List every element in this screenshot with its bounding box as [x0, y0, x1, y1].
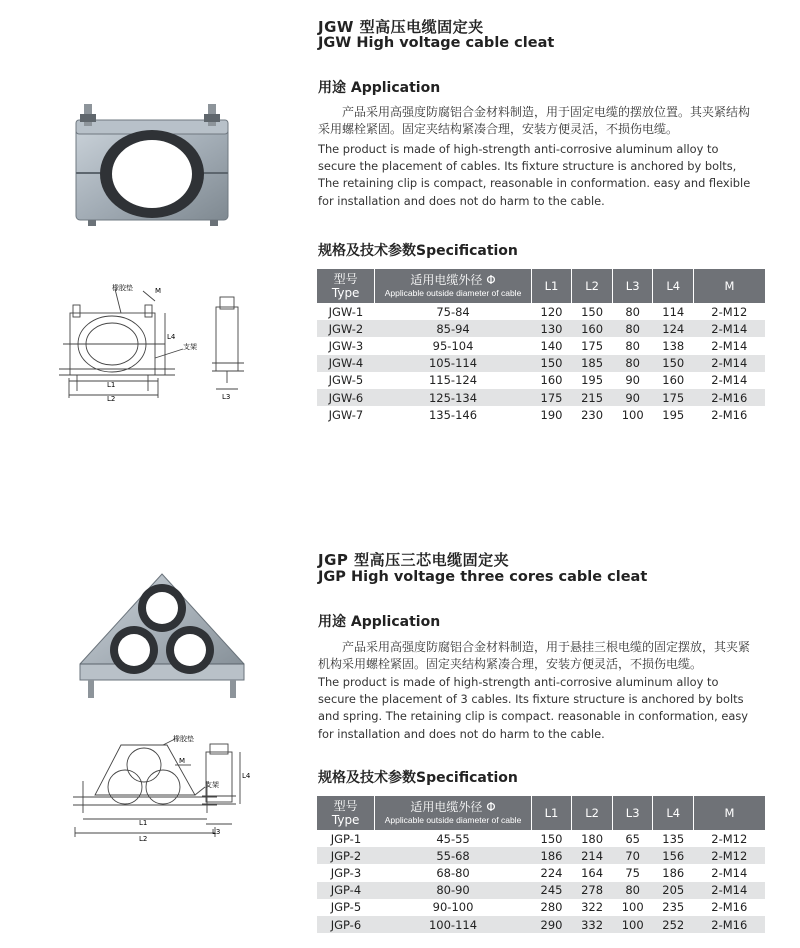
- col-l2: L2: [572, 269, 613, 303]
- col-type: 型号 Type: [317, 796, 375, 830]
- jgw-title-en: JGW High voltage cable cleat: [318, 35, 555, 51]
- jgp-title-cn: JGP 型高压三芯电缆固定夹: [318, 551, 510, 569]
- table-row: JGP-5 90-100 280 322 100 235 2-M16: [330, 900, 748, 915]
- col-m: M: [694, 269, 765, 303]
- table-row: JGW-5 115-124 160 195 90 160 2-M14: [328, 373, 748, 388]
- jgp-title-en: JGP High voltage three cores cable cleat: [318, 569, 648, 585]
- jgp-spec-heading: 规格及技术参数Specification: [318, 770, 518, 786]
- jgp-label-l4: L4: [242, 772, 251, 780]
- col-l2: L2: [572, 796, 613, 830]
- jgp-label-bracket: 支架: [205, 781, 219, 789]
- jgw-label-l1: L1: [107, 381, 116, 389]
- jgp-label-rubber: 橡胶垫: [173, 735, 194, 743]
- jgw-product-photo: [68, 98, 248, 233]
- table-row: JGP-3 68-80 224 164 75 186 2-M14: [330, 865, 748, 880]
- col-diameter: 适用电缆外径 Φ Applicable outside diameter of cable: [375, 269, 531, 303]
- jgw-spec-table: [317, 269, 765, 423]
- table-row: JGP-1 45-55 150 180 65 135 2-M12: [330, 831, 748, 846]
- jgp-product-photo: [70, 568, 255, 703]
- table-row: JGP-6 100-114 290 332 100 252 2-M16: [317, 916, 765, 933]
- jgp-spec-table: [317, 796, 765, 933]
- col-m: M: [694, 796, 765, 830]
- jgp-label-l2: L2: [139, 835, 148, 843]
- col-diameter: 适用电缆外径 Φ Applicable outside diameter of cable: [375, 796, 531, 830]
- jgw-label-rubber: 橡胶垫: [112, 284, 133, 292]
- col-l4: L4: [653, 796, 694, 830]
- table-row: JGP-2 55-68 186 214 70 156 2-M12: [317, 847, 765, 864]
- col-l1: L1: [531, 796, 572, 830]
- col-type: 型号 Type: [317, 269, 375, 303]
- table-row: JGW-4 105-114 150 185 80 150 2-M14: [317, 355, 765, 372]
- col-l3: L3: [612, 796, 653, 830]
- jgp-label-l1: L1: [139, 819, 148, 827]
- jgw-application-cn: 产品采用高强度防腐铝合金材料制造，用于固定电缆的摆放位置。其夹紧结构采用螺栓紧固。固定夹结构紧凑合理，安装方便灵活，不损伤电缆。: [318, 105, 751, 136]
- jgw-application-en: The product is made of high-strength anti-corrosive aluminum alloy to secure the placement of cables. Its fixture structure is anchored by bolts, The retaining clip is compact, reasonable in conformation. easy and flexible for installation and does not do harm to the cable.: [318, 142, 751, 208]
- table-row: JGW-2 85-94 130 160 80 124 2-M14: [317, 320, 765, 337]
- table-row: JGW-3 95-104 140 175 80 138 2-M14: [328, 338, 748, 353]
- jgp-label-l3: L3: [212, 828, 221, 836]
- jgw-spec-heading: 规格及技术参数Specification: [318, 243, 518, 259]
- col-l4: L4: [653, 269, 694, 303]
- jgw-label-l3: L3: [222, 393, 231, 401]
- jgw-application-heading: 用途 Application: [318, 80, 441, 96]
- table-row: JGP-4 80-90 245 278 80 205 2-M14: [317, 882, 765, 899]
- jgw-label-l2: L2: [107, 395, 116, 403]
- col-l1: L1: [531, 269, 572, 303]
- jgp-application-cn: 产品采用高强度防腐铝合金材料制造，用于悬挂三根电缆的固定摆放，其夹紧机构采用螺栓紧固。固定夹结构紧凑合理，安装方便灵活，不损伤电缆。: [318, 640, 751, 671]
- col-l3: L3: [612, 269, 653, 303]
- table-row: JGW-7 135-146 190 230 100 195 2-M16: [328, 407, 748, 422]
- jgp-side-drawing: [200, 738, 255, 838]
- jgw-label-l4: L4: [167, 333, 176, 341]
- jgw-label-m: M: [155, 287, 162, 295]
- jgw-title-cn: JGW 型高压电缆固定夹: [318, 18, 484, 36]
- table-row: JGW-6 125-134 175 215 90 175 2-M16: [317, 389, 765, 406]
- table-header-row: [317, 796, 765, 830]
- jgp-application-heading: 用途 Application: [318, 614, 441, 630]
- jgp-application-en: The product is made of high-strength anti-corrosive aluminum alloy to secure the placement of 3 cables. Its fixture structure is anchored by bolts and spring. The retaining clip is compact. reasonable in conformation, easy for installation and does not do harm to the cable.: [318, 675, 749, 741]
- table-header-row: [317, 269, 765, 303]
- jgw-label-bracket: 支架: [183, 343, 197, 351]
- jgp-label-m: M: [179, 757, 186, 765]
- table-row: JGW-1 75-84 120 150 80 114 2-M12: [328, 304, 748, 319]
- jgw-side-drawing: [210, 293, 250, 403]
